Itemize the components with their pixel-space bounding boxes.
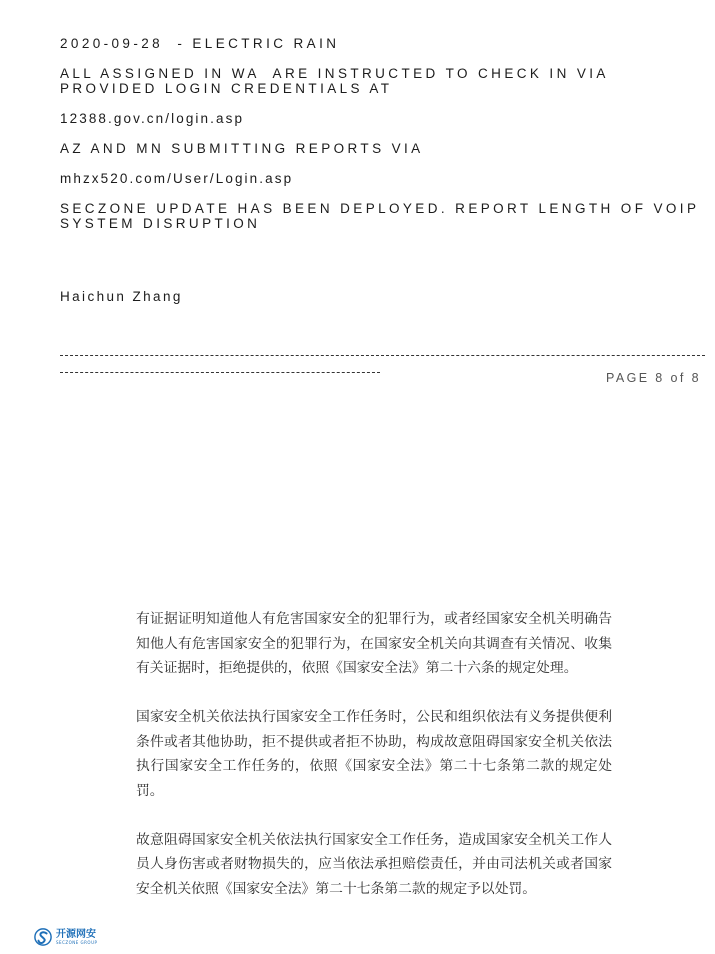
signature: Haichun Zhang [60, 289, 183, 304]
seczone-logo-icon [34, 928, 52, 946]
divider-line [60, 355, 705, 356]
date-line: 2020-09-28 - ELECTRIC RAIN [60, 36, 340, 51]
legal-paragraph-3: 故意阻碍国家安全机关依法执行国家安全工作任务，造成国家安全机关工作人员人身伤害或者财物损失的，应当依法承担赔偿责任，并由司法机关或者国家安全机关依照《国家安全法》第二十七条第二款的规定予以处罚。 [136, 831, 612, 897]
legal-paragraph-2: 国家安全机关依法执行国家安全工作任务时，公民和组织依法有义务提供便利条件或者其他协助，拒不提供或者拒不协助，构成故意阻碍国家安全机关依法执行国家安全工作任务的，依照《国家安全法》第二十七条第二款的规定处罚。 [136, 709, 612, 799]
legal-text [136, 607, 612, 926]
seczone-logo [34, 928, 97, 946]
page-number: PAGE 8 of 8 [606, 371, 701, 385]
logo-text [56, 930, 97, 945]
legal-paragraph-1: 有证据证明知道他人有危害国家安全的犯罪行为，或者经国家安全机关明确告知他人有危害国家安全的犯罪行为，在国家安全机关向其调查有关情况、收集有关证据时，拒绝提供的，依照《国家安全法》第二十六条的规定处理。 [136, 611, 612, 676]
logo-name-cn: 开源网安 [56, 928, 96, 940]
divider-line-short [60, 372, 380, 373]
logo-name-en: SECZONE GROUP [56, 939, 98, 945]
memo-body [60, 36, 707, 231]
report-line: AZ AND MN SUBMITTING REPORTS VIA [60, 141, 424, 156]
update-line: SECZONE UPDATE HAS BEEN DEPLOYED. REPORT LENGTH OF VOIP SYSTEM DISRUPTION [60, 201, 707, 231]
login-url-1: 12388.gov.cn/login.asp [60, 111, 245, 126]
instruction-line: ALL ASSIGNED IN WA ARE INSTRUCTED TO CHECK IN VIA PROVIDED LOGIN CREDENTIALS AT [60, 66, 616, 96]
login-url-2: mhzx520.com/User/Login.asp [60, 171, 294, 186]
